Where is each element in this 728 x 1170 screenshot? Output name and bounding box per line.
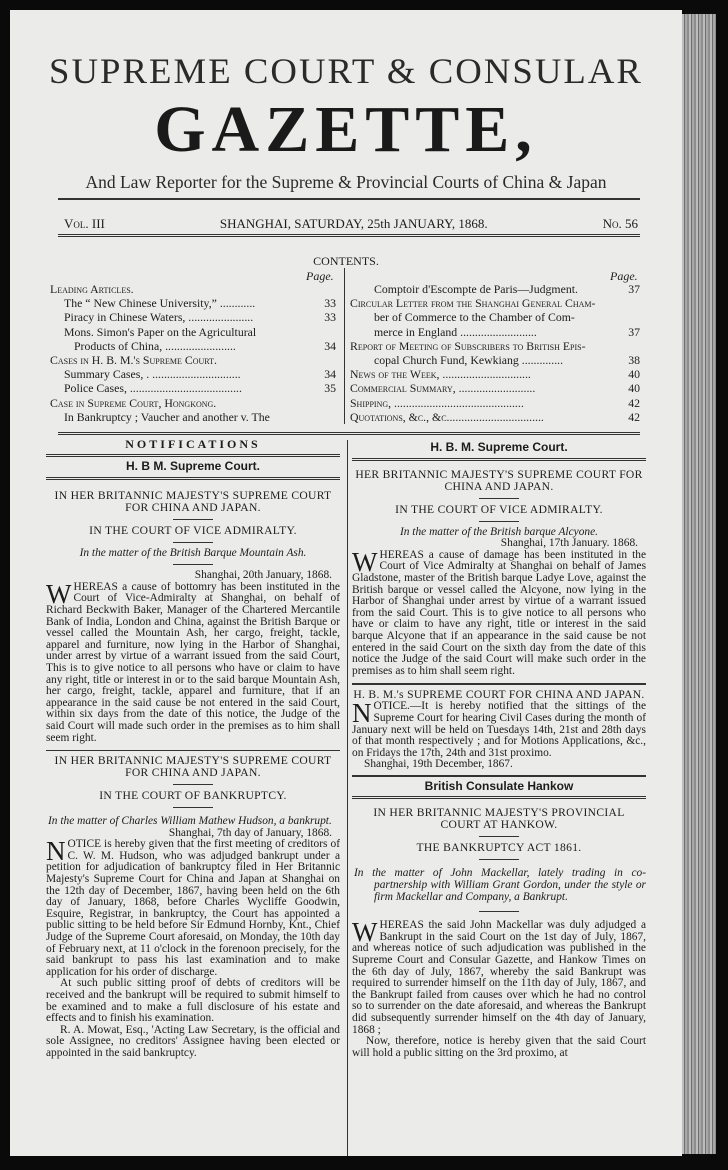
- notice-date: Shanghai, 19th December, 1867.: [364, 758, 513, 771]
- contents-entry: [350, 381, 640, 395]
- entry-page: [634, 310, 640, 324]
- notice-text: HEREAS the said John Mackellar was duly adjudged a Bankrupt in the said Court on the 1st day of July, 1867, and whereas notice of such adjudication was published in the Supreme Court and Consular Gazette, and Hankow Times on the 6th day of July, 1867, whereby the said Bankrupt was required to surrender himself on the 11th day of July, 1867, and the Bankrupt failed from causes over which he had no control so to surrender on the date aforesaid, and whereas the Bankrupt did subsequently surrender himself on the 4th day of January, 1868 ;: [352, 919, 646, 1036]
- notice-body: [46, 836, 340, 978]
- divider: [344, 268, 345, 424]
- notice-matter: In the matter of the British barque Alcyone.: [399, 525, 599, 538]
- entry-page: 37: [628, 324, 640, 339]
- entry-title: The “ New Chinese University,” ............: [64, 296, 256, 311]
- volume: Vol. III: [64, 216, 105, 231]
- notice-text: OTICE.—It is hereby notified that the sittings of the Supreme Court for hearing Civil Cases during the month of January next will be held on Tuesdays 14th, 21st and 28th days of that month respectively ; and for Motions Applications, &c., on Fridays the 17th, 24th and 31st proximo.: [352, 700, 646, 759]
- notice-heading: IN HER BRITANNIC MAJESTY'S SUPREME COURT FOR CHINA AND JAPAN.: [54, 754, 332, 780]
- contents-entry: [350, 282, 640, 296]
- contents-left: [50, 282, 336, 424]
- contents-entry: [350, 396, 640, 410]
- notice-subheading: IN THE COURT OF VICE ADMIRALTY.: [89, 523, 297, 537]
- contents-entry: [50, 296, 336, 310]
- contents-entry: [50, 367, 336, 381]
- entry-title: merce in England ..........................: [374, 324, 537, 339]
- entry-title: Products of China, ........................: [74, 338, 236, 353]
- rule: [58, 234, 640, 237]
- entry-page: 34: [324, 338, 336, 353]
- notice-heading: IN HER BRITANNIC MAJESTY'S PROVINCIAL COURT AT HANKOW.: [373, 806, 625, 832]
- notice-paragraph: Now, therefore, notice is hereby given that the said Court will hold a public sitting on the 3rd proximo, at: [352, 1035, 646, 1059]
- entry-title: News of the Week, ..............................: [350, 367, 531, 382]
- contents-entry: [350, 410, 640, 424]
- contents-heading: CONTENTS.: [313, 254, 379, 268]
- notice-subheading: IN THE COURT OF BANKRUPTCY.: [99, 789, 287, 803]
- entry-page: 40: [628, 381, 640, 396]
- entry-title: Piracy in Chinese Waters, ......................: [64, 310, 254, 325]
- entry-title: Cases in H. B. M.'s Supreme Court.: [50, 353, 217, 368]
- right-column: [352, 438, 646, 1156]
- notice-text: OTICE is hereby given that the first meeting of creditors of C. W. M. Hudson, who was adjudged bankrupt under a petition for adjudication of bankruptcy filed in Her Britannic Majesty's Supreme Court for China and Japan at Shanghai on the 12th day of December, 1867, having been held on the 6th day of January, 1868, before Charles Wycliffe Goodwin, Esquire, Registrar, in bankruptcy, the Court has appointed a public sitting to be held before Sir Edmund Hornby, Knt., Chief Judge of the Supreme Court aforesaid, on Monday, the 10th day of February next, at 11 o'clock in the forenoon precisely, for the said bankrupt to pass his last examination and to make application for his order of discharge.: [46, 838, 340, 978]
- page-edges: [680, 14, 716, 1154]
- page-label-right: Page.: [610, 269, 638, 283]
- notice-date: Shanghai, 17th January. 1868.: [500, 537, 638, 550]
- issue-line: [64, 216, 638, 232]
- notifications-heading: NOTIFICATIONS: [125, 438, 261, 451]
- entry-page: 37: [628, 282, 640, 296]
- notice-text: HEREAS a cause of damage has been instituted in the Court of Vice Admiralty at Shanghai on behalf of James Gladstone, master of the British barque Ladye Love, against the British barque or vessel called the Alcyone, now lying in the Harbor of Shanghai under arrest by virtue of a warrant issued from the said Court. This is to give notice to all persons who have or claim to have any right, title or interest in the said barque Alcyone that if an appearance in the said cause be not entered in the said Court on the sixth day from the date of this notice the Judge of the said Court will make such order in the premises as to him shall seem right.: [352, 548, 646, 677]
- entry-title: Quotations, &c., &c.................................: [350, 409, 544, 424]
- entry-title: Circular Letter from the Shanghai General Cham-: [350, 296, 596, 311]
- rule: [58, 432, 640, 435]
- notice-subheading: IN THE COURT OF VICE ADMIRALTY.: [395, 502, 603, 516]
- court-heading: H. B. M. Supreme Court.: [430, 440, 568, 454]
- notice-matter: In the matter of John Mackellar, lately trading in co-partnership with William Grant Gordon, under the style or firm Mackellar and Company, a Bankrupt.: [354, 867, 646, 903]
- page-label-left: Page.: [306, 269, 334, 283]
- contents-entry: [50, 381, 336, 395]
- contents-entry: [350, 325, 640, 339]
- entry-page: 40: [628, 367, 640, 382]
- notice-date: Shanghai, 20th January, 1868.: [194, 569, 332, 582]
- contents-right: [350, 282, 640, 424]
- notice-matter: In the matter of Charles William Mathew Hudson, a bankrupt.: [48, 815, 332, 828]
- entry-title: Commercial Summary, ..........................: [350, 381, 536, 396]
- entry-page: [330, 396, 336, 410]
- entry-title: ber of Commerce to the Chamber of Com-: [374, 310, 575, 325]
- entry-page: [634, 339, 640, 353]
- entry-page: 38: [628, 353, 640, 368]
- notice-subheading: THE BANKRUPTCY ACT 1861.: [416, 841, 582, 855]
- contents-entry: [50, 396, 336, 410]
- entry-page: 35: [324, 381, 336, 396]
- entry-page: [634, 296, 640, 310]
- entry-title: copal Church Fund, Kewkiang ..............: [374, 353, 564, 368]
- masthead-subtitle: And Law Reporter for the Supreme & Provincial Courts of China & Japan: [85, 172, 607, 192]
- contents-entry: [50, 325, 336, 339]
- contents-entry: [50, 310, 336, 324]
- entry-page: [330, 410, 336, 424]
- drop-cap: N: [352, 698, 372, 729]
- entry-page: 42: [628, 395, 640, 410]
- entry-title: Comptoir d'Escompte de Paris—Judgment.: [374, 282, 578, 296]
- notice-heading: IN HER BRITANNIC MAJESTY'S SUPREME COURT FOR CHINA AND JAPAN.: [54, 488, 332, 514]
- notice-body: [352, 917, 646, 1036]
- entry-title: Case in Supreme Court, Hongkong.: [50, 395, 217, 410]
- entry-title: In Bankruptcy ; Vaucher and another v. The: [64, 409, 270, 424]
- rule: [58, 198, 640, 200]
- notice-heading: H. B. M.'s SUPREME COURT FOR CHINA AND JAPAN.: [353, 688, 645, 702]
- contents-entry: [50, 410, 336, 424]
- newspaper-page: [10, 10, 682, 1156]
- issue-number: No. 56: [602, 216, 638, 231]
- notice-body: [352, 546, 646, 678]
- entry-page: 42: [628, 409, 640, 424]
- contents-entry: [350, 353, 640, 367]
- notice-heading: HER BRITANNIC MAJESTY'S SUPREME COURT FOR CHINA AND JAPAN.: [355, 467, 643, 493]
- notice-body: [352, 698, 646, 759]
- entry-title: Summary Cases, . ..............................: [64, 367, 241, 382]
- drop-cap: W: [352, 546, 378, 577]
- notice-body: [46, 578, 340, 744]
- entry-title: Mons. Simon's Paper on the Agricultural: [64, 324, 257, 339]
- entry-page: 34: [324, 367, 336, 382]
- entry-title: Police Cases, ......................................: [64, 381, 242, 396]
- entry-title: Report of Meeting of Subscribers to British Epis-: [350, 338, 586, 353]
- drop-cap: W: [352, 917, 378, 948]
- consulate-heading: British Consulate Hankow: [424, 778, 574, 793]
- contents-entry: [50, 339, 336, 353]
- entry-page: [330, 282, 336, 296]
- notice-matter: In the matter of the British Barque Mountain Ash.: [79, 546, 307, 559]
- contents-entry: [350, 367, 640, 381]
- contents-entry: [350, 310, 640, 324]
- contents-entry: [350, 296, 640, 310]
- left-column: [46, 438, 340, 1156]
- masthead-title: SUPREME COURT & CONSULAR: [49, 51, 643, 91]
- entry-page: 33: [324, 296, 336, 311]
- dateline: SHANGHAI, SATURDAY, 25th JANUARY, 1868.: [219, 216, 488, 231]
- contents-entry: [50, 282, 336, 296]
- notice-date: Shanghai, 7th day of January, 1868.: [168, 826, 332, 839]
- notice-paragraph: At such public sitting proof of debts of creditors will be received and the bankrupt will be required to submit himself to be examined and to make a full disclosure of his estate and effects and to finish his examination.: [46, 977, 340, 1025]
- entry-title: Shipping, ............................................: [350, 395, 524, 410]
- entry-title: Leading Articles.: [50, 282, 134, 296]
- entry-page: [330, 325, 336, 339]
- column-divider: [347, 440, 348, 1156]
- notice-paragraph: R. A. Mowat, Esq., 'Acting Law Secretary, is the official and sole Assignee, no creditors' Assignee having been elected or appointed in the said bankruptcy.: [46, 1023, 340, 1059]
- entry-page: 33: [324, 310, 336, 325]
- masthead-gazette: GAZETTE,: [154, 93, 538, 166]
- drop-cap: W: [46, 578, 72, 609]
- notice-text: HEREAS a cause of bottomry has been instituted in the Court of Vice-Admiralty at Shanghai, on behalf of Richard Beckwith Baker, Manager of the Chartered Mercantile Bank of India, London and China, against the British Barque or vessel called the Mountain Ash, her cargo, freight, tackle, apparel and furniture, now lying in the Harbor of Shanghai, under arrest by virtue of a warrant issued from the said Court, This is to give notice to all persons who have or claim to have any right, title or interest in or to the said barque Mountain Ash, her cargo, freight, tackle, apparel and furniture, that if an appearance in the said cause be not entered in the said Court, within six days from the date of this notice, the Judge of the said Court will made such order in the premises as to him shall seem right.: [46, 580, 340, 744]
- entry-page: [330, 353, 336, 367]
- contents-entry: [50, 353, 336, 367]
- contents-entry: [350, 339, 640, 353]
- court-heading: H. B M. Supreme Court.: [125, 459, 260, 473]
- drop-cap: N: [46, 836, 66, 867]
